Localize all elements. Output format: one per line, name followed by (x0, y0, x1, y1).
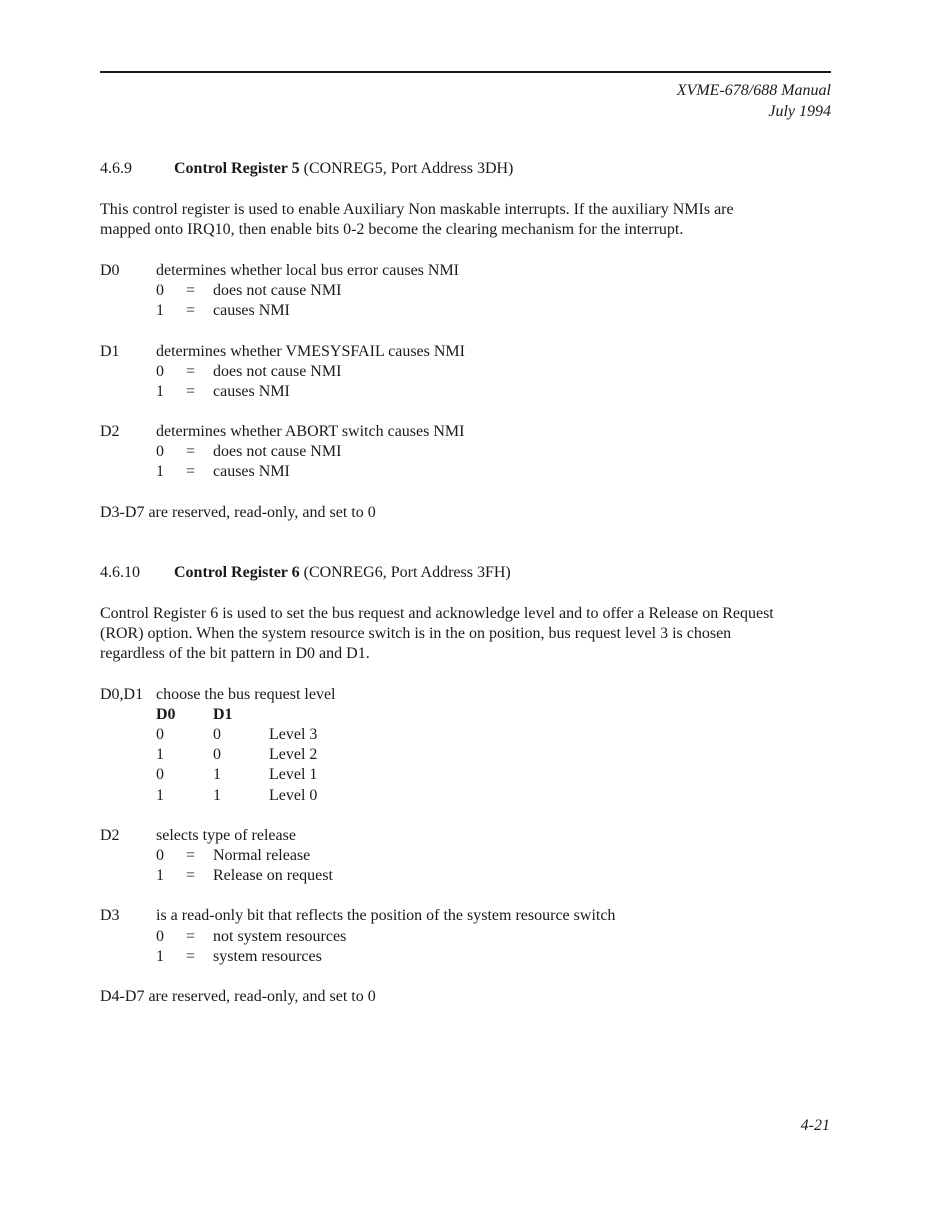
bit-label-d2: D2 (100, 827, 120, 844)
table-cell-d0: 0 (156, 766, 164, 783)
intro-line: mapped onto IRQ10, then enable bits 0-2 become the clearing mechanism for the interrupt. (100, 221, 684, 238)
bit-description: determines whether ABORT switch causes NMI (156, 423, 465, 440)
page-header (677, 80, 831, 122)
section-number: 4.6.10 (100, 564, 140, 581)
bit-value-meaning: causes NMI (213, 463, 290, 480)
bit-label-d2: D2 (100, 423, 120, 440)
table-cell-d0: 1 (156, 787, 164, 804)
equals-sign: = (186, 363, 196, 380)
equals-sign: = (186, 847, 196, 864)
bit-value-row (156, 443, 341, 461)
bit-label-d1: D1 (100, 343, 120, 360)
bit-value-row (156, 867, 333, 885)
bit-value: 1 (156, 948, 164, 965)
table-row (156, 766, 317, 784)
table-header-d1: D1 (213, 706, 233, 723)
table-cell-d1: 1 (213, 787, 221, 804)
bit-value-meaning: does not cause NMI (213, 443, 342, 460)
table-row (156, 787, 317, 805)
bit-value: 1 (156, 302, 164, 319)
bit-value-meaning: does not cause NMI (213, 363, 342, 380)
table-cell-d0: 1 (156, 746, 164, 763)
bit-value: 0 (156, 443, 164, 460)
bit-value-meaning: does not cause NMI (213, 282, 342, 299)
bit-label-d0: D0 (100, 262, 120, 279)
bit-value: 0 (156, 282, 164, 299)
bit-value: 0 (156, 928, 164, 945)
bit-value-row (156, 948, 322, 966)
bit-value-row (156, 282, 341, 300)
intro-line: This control register is used to enable Auxiliary Non maskable interrupts. If the auxiliary NMIs are (100, 201, 734, 218)
table-row (156, 726, 317, 744)
intro-line: (ROR) option. When the system resource switch is in the on position, bus request level 3 is chosen (100, 625, 732, 642)
equals-sign: = (186, 282, 196, 299)
table-cell-d0: 0 (156, 726, 164, 743)
equals-sign: = (186, 383, 196, 400)
reserved-bits-note: D3-D7 are reserved, read-only, and set to 0 (100, 504, 376, 521)
bit-value-meaning: Release on request (213, 867, 333, 884)
bit-label-d3: D3 (100, 907, 120, 924)
table-row (156, 746, 317, 764)
page-number: 4-21 (800, 1117, 830, 1134)
equals-sign: = (186, 443, 196, 460)
reserved-bits-note: D4-D7 are reserved, read-only, and set to 0 (100, 988, 376, 1005)
equals-sign: = (186, 463, 196, 480)
bit-value-row (156, 928, 346, 946)
intro-line: Control Register 6 is used to set the bus request and acknowledge level and to offer a Release on Request (100, 605, 774, 622)
section-title-rest: (CONREG5, Port Address 3DH) (299, 160, 514, 177)
bit-value-row (156, 302, 290, 320)
bit-value: 1 (156, 867, 164, 884)
table-cell-d1: 0 (213, 726, 221, 743)
section-heading-4-6-9 (100, 160, 513, 178)
bit-value: 1 (156, 463, 164, 480)
level-table-header (156, 706, 269, 724)
table-cell-level: Level 2 (269, 746, 318, 763)
bit-value-row (156, 383, 290, 401)
bit-label-d0-d1: D0,D1 (100, 686, 144, 703)
bit-value: 1 (156, 383, 164, 400)
section-title-bold: Control Register 6 (174, 564, 300, 581)
bit-value-row (156, 363, 341, 381)
equals-sign: = (186, 948, 196, 965)
bit-description: choose the bus request level (156, 686, 336, 703)
bit-description: selects type of release (156, 827, 296, 844)
table-header-d0: D0 (156, 706, 176, 723)
bit-description: determines whether VMESYSFAIL causes NMI (156, 343, 465, 360)
intro-line: regardless of the bit pattern in D0 and D1. (100, 645, 370, 662)
bit-value-meaning: system resources (213, 948, 322, 965)
bit-value-meaning: causes NMI (213, 383, 290, 400)
bit-value: 0 (156, 363, 164, 380)
section-title-rest: (CONREG6, Port Address 3FH) (299, 564, 511, 581)
bit-value-row (156, 463, 290, 481)
section-number: 4.6.9 (100, 160, 132, 177)
bit-value-row (156, 847, 310, 865)
bit-description: is a read-only bit that reflects the position of the system resource switch (156, 907, 616, 924)
equals-sign: = (186, 867, 196, 884)
table-cell-d1: 0 (213, 746, 221, 763)
bit-value-meaning: Normal release (213, 847, 311, 864)
table-cell-level: Level 1 (269, 766, 318, 783)
equals-sign: = (186, 302, 196, 319)
bit-description: determines whether local bus error causes NMI (156, 262, 459, 279)
section-title-bold: Control Register 5 (174, 160, 300, 177)
table-cell-d1: 1 (213, 766, 221, 783)
bit-value-meaning: not system resources (213, 928, 347, 945)
header-rule (100, 71, 831, 73)
header-manual-title: XVME-678/688 Manual (676, 82, 831, 99)
table-cell-level: Level 0 (269, 787, 318, 804)
bit-value: 0 (156, 847, 164, 864)
equals-sign: = (186, 928, 196, 945)
table-cell-level: Level 3 (269, 726, 318, 743)
section-heading-4-6-10 (100, 564, 511, 582)
bit-value-meaning: causes NMI (213, 302, 290, 319)
header-date: July 1994 (768, 103, 831, 120)
